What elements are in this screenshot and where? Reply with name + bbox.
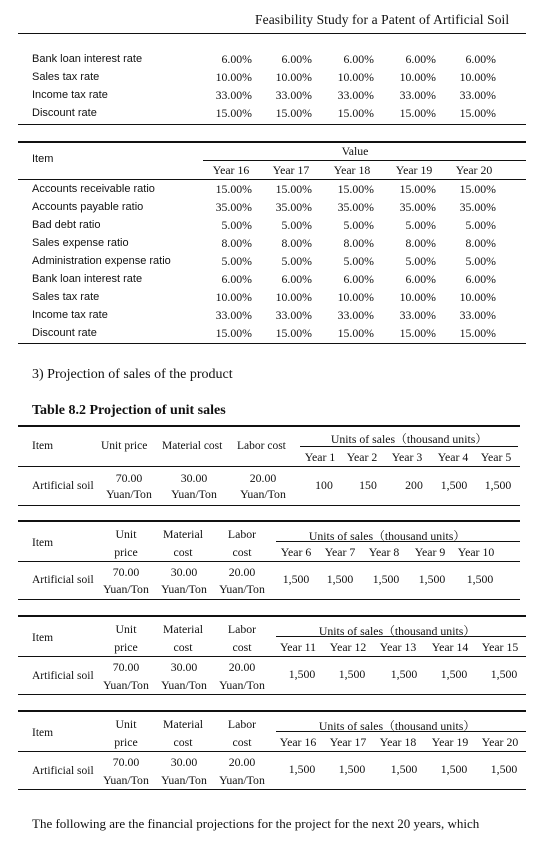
cell: 15.00%	[459, 326, 496, 340]
cell: 35.00%	[275, 200, 312, 214]
running-header: Feasibility Study for a Patent of Artificial Soil	[255, 12, 510, 27]
unit-price-unit: Yuan/Ton	[103, 773, 149, 787]
table-bottom-rule	[18, 343, 526, 344]
unit-price-header: Unit price	[101, 440, 148, 452]
table-top-rule	[18, 615, 526, 617]
material-cost-header: Material	[163, 717, 203, 731]
sales-value: 1,500	[390, 667, 418, 681]
sales-value: 1,500	[490, 762, 518, 776]
material-cost-unit: Yuan/Ton	[161, 773, 207, 787]
units-of-sales-header: Units of sales（thousand units）	[318, 719, 476, 733]
year-header: Year 20	[481, 735, 519, 749]
material-cost-header: cost	[173, 735, 193, 749]
sales-value: 1,500	[288, 762, 316, 776]
material-cost-header: cost	[173, 640, 193, 654]
material-cost-unit: Yuan/Ton	[171, 487, 217, 501]
year-header: Year 12	[329, 640, 367, 654]
item-header: Item	[32, 440, 54, 452]
material-cost-value: 30.00	[180, 471, 208, 485]
sales-value: 1,500	[338, 762, 366, 776]
labor-cost-unit: Yuan/Ton	[219, 582, 265, 596]
table-top-rule	[18, 520, 520, 522]
year-header: Year 18	[333, 163, 371, 177]
year-header: Year 4	[437, 450, 469, 464]
table-bottom-rule	[18, 599, 520, 600]
table-top-rule	[18, 141, 526, 143]
material-cost-value: 30.00	[170, 660, 198, 674]
cell: 8.00%	[465, 236, 496, 250]
year-header: Year 6	[280, 545, 312, 559]
labor-cost-header: cost	[232, 735, 252, 749]
cell: 15.00%	[337, 326, 374, 340]
cell: 35.00%	[399, 200, 436, 214]
cell: 5.00%	[405, 218, 436, 232]
cell: 33.00%	[215, 88, 252, 102]
labor-cost-value: 20.00	[228, 565, 256, 579]
labor-cost-unit: Yuan/Ton	[219, 773, 265, 787]
unit-price-value: 70.00	[112, 660, 140, 674]
row-label: Administration expense ratio	[32, 255, 171, 267]
cell: 10.00%	[399, 290, 436, 304]
row-label: Discount rate	[32, 107, 97, 119]
cell: 10.00%	[337, 70, 374, 84]
material-cost-unit: Yuan/Ton	[161, 582, 207, 596]
material-cost-header: Material	[163, 622, 203, 636]
table-bottom-rule	[18, 789, 526, 790]
sales-value: 150	[359, 478, 377, 492]
cell: 33.00%	[337, 88, 374, 102]
item-header: Item	[32, 727, 54, 739]
cell: 15.00%	[275, 182, 312, 196]
cell: 10.00%	[215, 290, 252, 304]
unit-price-value: 70.00	[115, 471, 143, 485]
cell: 6.00%	[221, 52, 252, 66]
cell: 10.00%	[337, 290, 374, 304]
header-bottom-rule	[18, 466, 520, 467]
cell: 6.00%	[465, 52, 496, 66]
labor-cost-header: Labor cost	[237, 440, 286, 452]
header-bottom-rule	[18, 179, 526, 180]
labor-cost-unit: Yuan/Ton	[219, 678, 265, 692]
sales-value: 200	[405, 478, 423, 492]
cell: 33.00%	[275, 308, 312, 322]
row-label: Bad debt ratio	[32, 219, 101, 231]
subheader-rule	[300, 446, 518, 447]
labor-cost-value: 20.00	[249, 471, 277, 485]
year-header: Year 14	[431, 640, 469, 654]
sales-value: 1,500	[282, 572, 310, 586]
sales-value: 1,500	[390, 762, 418, 776]
cell: 33.00%	[459, 308, 496, 322]
unit-price-unit: Yuan/Ton	[103, 582, 149, 596]
cell: 35.00%	[337, 200, 374, 214]
cell: 5.00%	[221, 254, 252, 268]
cell: 6.00%	[221, 272, 252, 286]
unit-price-header: price	[114, 735, 138, 749]
header-bottom-rule	[18, 561, 520, 562]
subheader-rule	[276, 541, 520, 542]
year-header: Year 16	[212, 163, 250, 177]
header-bottom-rule	[18, 656, 526, 657]
labor-cost-header: Labor	[227, 717, 257, 731]
year-header: Year 10	[457, 545, 495, 559]
labor-cost-header: cost	[232, 545, 252, 559]
year-header: Year 8	[368, 545, 400, 559]
row-label: Sales tax rate	[32, 71, 100, 83]
cell: 6.00%	[405, 52, 436, 66]
cell: 10.00%	[275, 290, 312, 304]
labor-cost-header: cost	[232, 640, 252, 654]
row-label: Bank loan interest rate	[32, 273, 143, 285]
unit-price-value: 70.00	[112, 755, 140, 769]
units-of-sales-header: Units of sales（thousand units）	[330, 432, 488, 446]
sales-value: 1,500	[418, 572, 446, 586]
sales-value: 1,500	[338, 667, 366, 681]
unit-price-header: Unit	[115, 527, 137, 541]
material-cost-unit: Yuan/Ton	[161, 678, 207, 692]
material-cost-value: 30.00	[170, 755, 198, 769]
row-label: Accounts payable ratio	[32, 201, 144, 213]
year-header: Year 2	[346, 450, 378, 464]
cell: 33.00%	[275, 88, 312, 102]
sales-value: 1,500	[484, 478, 512, 492]
cell: 10.00%	[459, 70, 496, 84]
cell: 15.00%	[459, 106, 496, 120]
unit-price-header: price	[114, 545, 138, 559]
row-label: Income tax rate	[32, 89, 108, 101]
year-header: Year 1	[304, 450, 336, 464]
cell: 6.00%	[343, 272, 374, 286]
cell: 33.00%	[459, 88, 496, 102]
cell: 8.00%	[405, 236, 436, 250]
cell: 15.00%	[215, 326, 252, 340]
year-header: Year 7	[324, 545, 356, 559]
cell: 35.00%	[459, 200, 496, 214]
unit-price-header: price	[114, 640, 138, 654]
year-header: Year 18	[379, 735, 417, 749]
body-paragraph: The following are the financial projections for the project for the next 20 years, which	[32, 816, 480, 831]
cell: 33.00%	[215, 308, 252, 322]
sales-value: 1,500	[372, 572, 400, 586]
sales-value: 1,500	[326, 572, 354, 586]
table-top-rule	[18, 425, 520, 427]
section-heading: 3) Projection of sales of the product	[32, 367, 233, 382]
item-header: Item	[32, 632, 54, 644]
cell: 8.00%	[343, 236, 374, 250]
cell: 15.00%	[399, 326, 436, 340]
year-header: Year 17	[329, 735, 367, 749]
cell: 6.00%	[281, 272, 312, 286]
material-cost-header: Material cost	[162, 440, 223, 452]
value-header: Value	[341, 144, 369, 158]
header-bottom-rule	[18, 751, 526, 752]
cell: 35.00%	[215, 200, 252, 214]
cell: 15.00%	[459, 182, 496, 196]
year-header: Year 5	[480, 450, 512, 464]
cell: 5.00%	[465, 218, 496, 232]
cell: 15.00%	[337, 106, 374, 120]
unit-price-unit: Yuan/Ton	[106, 487, 152, 501]
year-header: Year 11	[279, 640, 317, 654]
year-header: Year 9	[414, 545, 446, 559]
cell: 33.00%	[399, 88, 436, 102]
unit-price-unit: Yuan/Ton	[103, 678, 149, 692]
labor-cost-unit: Yuan/Ton	[240, 487, 286, 501]
cell: 5.00%	[465, 254, 496, 268]
sales-value: 1,500	[466, 572, 494, 586]
row-label: Discount rate	[32, 327, 97, 339]
cell: 5.00%	[221, 218, 252, 232]
cell: 10.00%	[399, 70, 436, 84]
table-bottom-rule	[18, 505, 520, 506]
year-header: Year 13	[379, 640, 417, 654]
cell: 15.00%	[337, 182, 374, 196]
sales-value: 1,500	[440, 667, 468, 681]
table-bottom-rule	[18, 694, 526, 695]
row-label: Sales tax rate	[32, 291, 100, 303]
unit-price-value: 70.00	[112, 565, 140, 579]
row-label: Bank loan interest rate	[32, 53, 143, 65]
table-title: Table 8.2 Projection of unit sales	[32, 403, 226, 418]
labor-cost-header: Labor	[227, 622, 257, 636]
cell: 5.00%	[343, 218, 374, 232]
year-header: Year 19	[395, 163, 433, 177]
material-cost-value: 30.00	[170, 565, 198, 579]
year-header: Year 15	[481, 640, 519, 654]
labor-cost-value: 20.00	[228, 660, 256, 674]
row-label: Sales expense ratio	[32, 237, 129, 249]
year-header: Year 17	[272, 163, 310, 177]
sales-value: 1,500	[440, 762, 468, 776]
table-rule	[18, 124, 526, 125]
year-header: Year 19	[431, 735, 469, 749]
cell: 15.00%	[399, 182, 436, 196]
table-top-rule	[18, 710, 526, 712]
cell: 15.00%	[275, 106, 312, 120]
item-header: Item	[32, 153, 54, 165]
cell: 33.00%	[399, 308, 436, 322]
cell: 15.00%	[399, 106, 436, 120]
cell: 6.00%	[281, 52, 312, 66]
cell: 10.00%	[215, 70, 252, 84]
row-label: Income tax rate	[32, 309, 108, 321]
sales-value: 1,500	[440, 478, 468, 492]
year-header: Year 3	[391, 450, 423, 464]
sales-value: 100	[315, 478, 333, 492]
units-of-sales-header: Units of sales（thousand units）	[318, 624, 476, 638]
cell: 5.00%	[281, 218, 312, 232]
sales-value: 1,500	[288, 667, 316, 681]
material-cost-header: cost	[173, 545, 193, 559]
value-header-rule	[203, 160, 526, 161]
row-label: Artificial soil	[32, 480, 94, 492]
labor-cost-header: Labor	[227, 527, 257, 541]
cell: 5.00%	[281, 254, 312, 268]
subheader-rule	[276, 636, 526, 637]
cell: 6.00%	[343, 52, 374, 66]
cell: 5.00%	[343, 254, 374, 268]
material-cost-header: Material	[163, 527, 203, 541]
cell: 8.00%	[221, 236, 252, 250]
row-label: Artificial soil	[32, 670, 94, 682]
unit-price-header: Unit	[115, 622, 137, 636]
subheader-rule	[276, 731, 526, 732]
cell: 6.00%	[465, 272, 496, 286]
item-header: Item	[32, 537, 54, 549]
labor-cost-value: 20.00	[228, 755, 256, 769]
row-label: Accounts receivable ratio	[32, 183, 155, 195]
sales-value: 1,500	[490, 667, 518, 681]
cell: 15.00%	[275, 326, 312, 340]
cell: 15.00%	[215, 182, 252, 196]
row-label: Artificial soil	[32, 574, 94, 586]
cell: 33.00%	[337, 308, 374, 322]
cell: 5.00%	[405, 254, 436, 268]
year-header: Year 16	[279, 735, 317, 749]
year-header: Year 20	[455, 163, 493, 177]
cell: 8.00%	[281, 236, 312, 250]
cell: 6.00%	[405, 272, 436, 286]
cell: 10.00%	[275, 70, 312, 84]
cell: 10.00%	[459, 290, 496, 304]
row-label: Artificial soil	[32, 765, 94, 777]
header-rule	[18, 33, 526, 34]
unit-price-header: Unit	[115, 717, 137, 731]
cell: 15.00%	[215, 106, 252, 120]
units-of-sales-header: Units of sales（thousand units）	[308, 529, 466, 543]
